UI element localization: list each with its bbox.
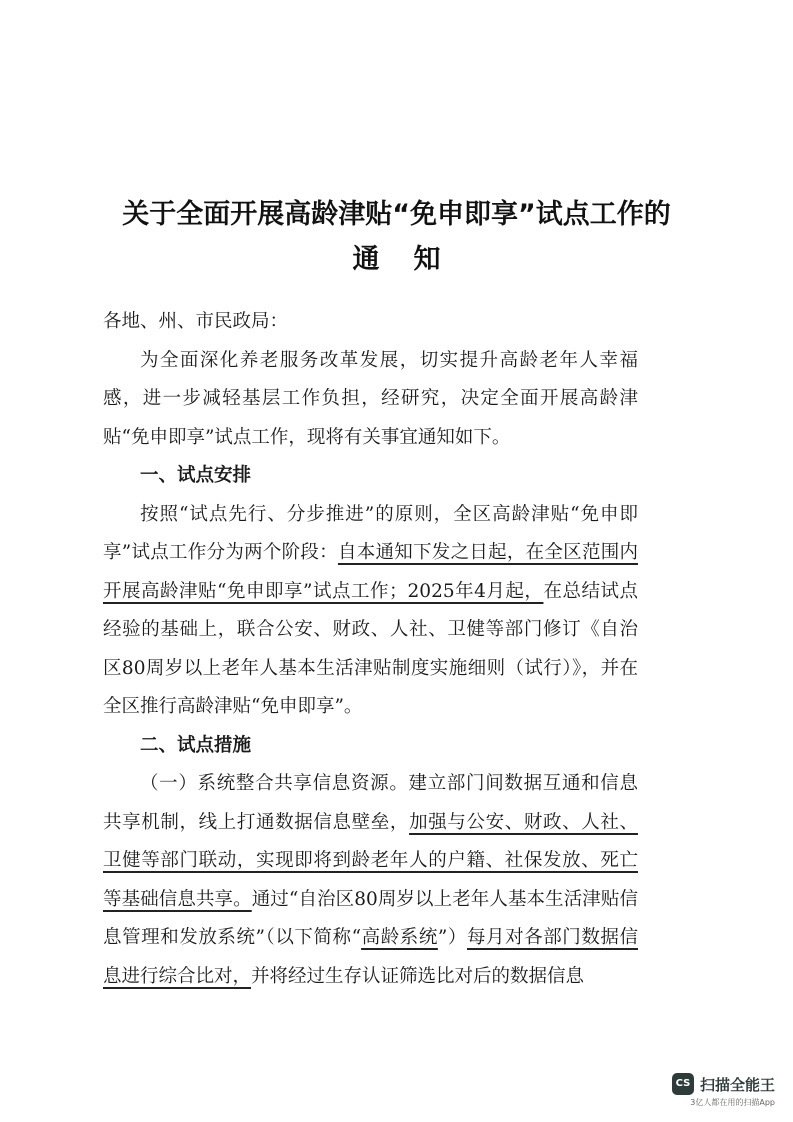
section-2-text-b-underlined: 加强与公安、财政、人社、卫健等部门联动，实现即将到龄老年人的户籍、社保发放、死亡等基础信息共享。 — [103, 811, 638, 910]
section-2-text-c: 通过“自治区80周岁以上老年人基本生活津贴信息管理和发放系统”（以下简称“ — [103, 888, 638, 948]
section-2-heading: 二、试点措施 — [140, 734, 252, 756]
section-1-text-b-underlined: 自本通知下发之日起，在全区范围内开展高龄津贴“免申即享”试点工作；2025年4月起， — [103, 542, 638, 602]
section-1-heading: 一、试点安排 — [140, 465, 252, 486]
watermark-tagline: 3亿人都在用的扫描App — [690, 1098, 775, 1107]
title-line-1: 关于全面开展高龄津贴“免申即享”试点工作的 — [122, 199, 671, 230]
salutation: 各地、州、市民政局： — [103, 311, 289, 332]
watermark-brand: 扫描全能王 — [699, 1075, 775, 1094]
section-2-text-g: 并将经过生存认证筛选比对后的数据信息 — [251, 965, 585, 987]
document-body — [103, 303, 638, 996]
scanner-watermark — [672, 1073, 775, 1108]
intro-paragraph: 为全面深化养老服务改革发展，切实提升高龄老年人幸福感，进一步减轻基层工作负担，经研究，决定全面开展高龄津贴“免申即享”试点工作，现将有关事宜通知如下。 — [103, 349, 638, 448]
document-title — [0, 192, 793, 276]
section-2-text-e: ”） — [437, 927, 467, 948]
section-2-text-a: （一）系统整合共享信息资源。建立部门间数据互通和信息共享机制，线上打通数据信息壁垒， — [103, 773, 638, 833]
section-2-text-d-underlined: 高龄系统 — [361, 927, 438, 948]
title-line-2: 通知 — [352, 244, 475, 275]
section-1-text-a: 按照“试点先行、分步推进”的原则，全区高龄津贴“免申即享”试点工作分为两个阶段： — [103, 503, 638, 563]
watermark-logo-row — [672, 1073, 775, 1095]
section-1-paragraph — [103, 496, 638, 727]
section-2-paragraph — [103, 765, 638, 996]
section-2-text-f-underlined: 每月对各部门数据信息进行综合比对， — [103, 927, 638, 987]
camscanner-logo-icon: CS — [672, 1073, 694, 1095]
section-1-text-c: 在总结试点经验的基础上，联合公安、财政、人社、卫健等部门修订《自治区80周岁以上老年人基本生活津贴制度实施细则（试行）》，并在全区推行高龄津贴“免申即享”。 — [103, 580, 638, 717]
